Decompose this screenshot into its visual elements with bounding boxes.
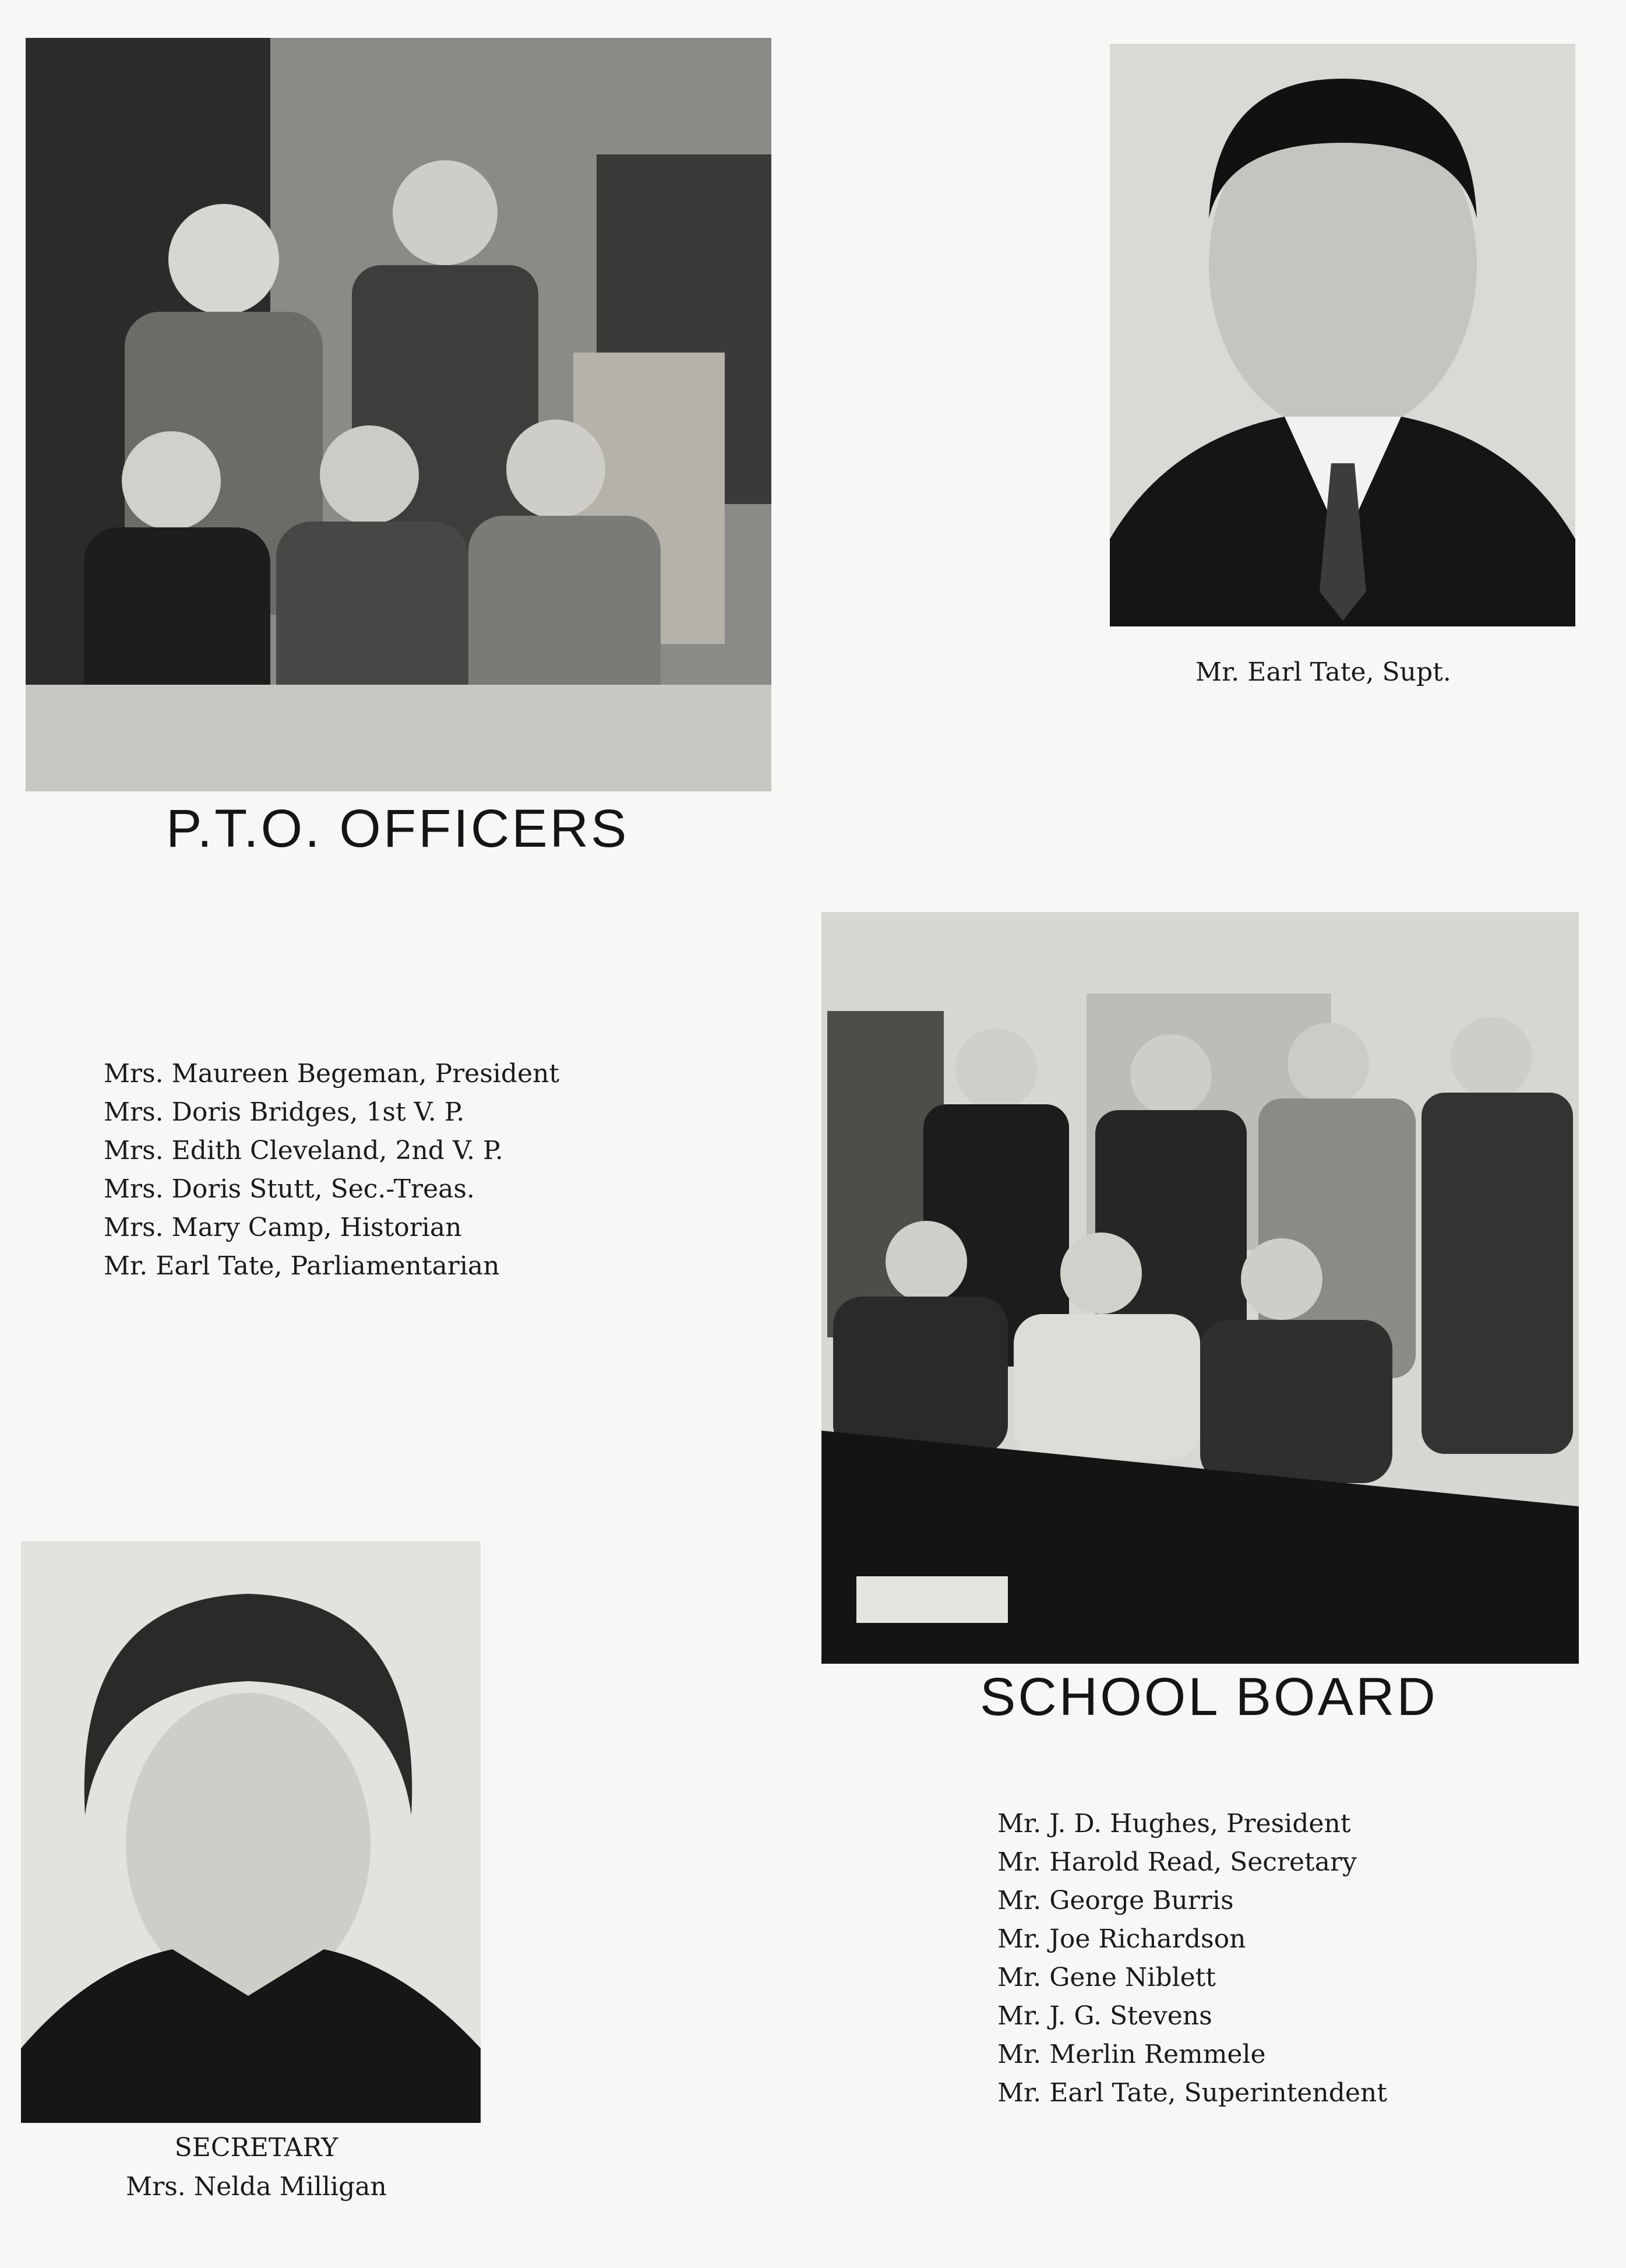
- list-item: Mr. Merlin Remmele: [997, 2040, 1266, 2069]
- list-item: Mrs. Maureen Begeman, President: [104, 1059, 560, 1089]
- superintendent-caption: Mr. Earl Tate, Supt.: [1195, 657, 1451, 687]
- list-item: Mrs. Doris Bridges, 1st V. P.: [104, 1097, 465, 1127]
- list-item: Mrs. Doris Stutt, Sec.-Treas.: [104, 1174, 475, 1204]
- list-item: Mr. J. D. Hughes, President: [997, 1809, 1351, 1839]
- list-item: Mr. Earl Tate, Parliamentarian: [104, 1251, 500, 1281]
- pto-officers-list: [104, 1055, 559, 1286]
- school-board-photo: [821, 912, 1579, 1664]
- pto-officers-heading: P.T.O. OFFICERS: [166, 799, 629, 858]
- list-item: Mr. Gene Niblett: [997, 1963, 1216, 1992]
- secretary-name: Mrs. Nelda Milligan: [126, 2172, 387, 2202]
- secretary-title: SECRETARY: [174, 2133, 338, 2163]
- pto-officers-photo: [26, 38, 771, 791]
- superintendent-portrait: [1110, 44, 1575, 626]
- list-item: Mrs. Mary Camp, Historian: [104, 1213, 462, 1242]
- list-item: Mr. Joe Richardson: [997, 1924, 1246, 1954]
- school-board-list: [997, 1805, 1387, 2112]
- list-item: Mr. Earl Tate, Superintendent: [997, 2078, 1387, 2108]
- list-item: Mr. George Burris: [997, 1886, 1234, 1915]
- list-item: Mrs. Edith Cleveland, 2nd V. P.: [104, 1136, 503, 1165]
- school-board-heading: SCHOOL BOARD: [980, 1667, 1438, 1727]
- list-item: Mr. Harold Read, Secretary: [997, 1847, 1357, 1877]
- secretary-portrait: [21, 1541, 481, 2123]
- list-item: Mr. J. G. Stevens: [997, 2001, 1212, 2031]
